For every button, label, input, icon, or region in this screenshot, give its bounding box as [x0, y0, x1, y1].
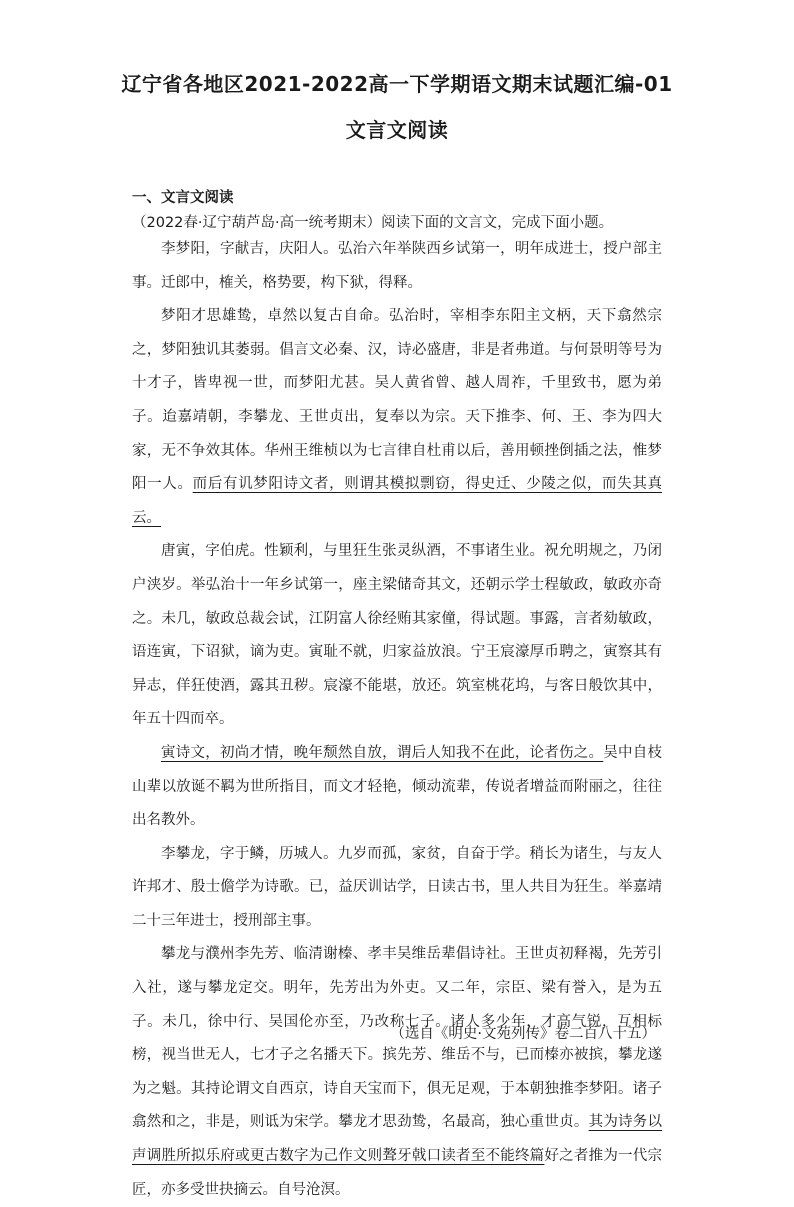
paragraph-text: 梦阳才思雄鸷，卓然以复古自命。弘治时，宰相李东阳主文柄，天下翕然宗之，梦阳独讥其萎弱。倡言文必秦、汉，诗必盛唐，非是者弗道。与何景明等号为十才子，皆卑视一世，而梦阳尤甚。吴人黄省曾、越人周祚，千里致书，愿为弟子。迨嘉靖朝，李攀龙、王世贞出，复奉以为宗。天下推李、何、王、李为四大家，无不争效其体。华州王维桢以为七言律自杜甫以后，善用顿挫倒插之法，惟梦阳一人。 — [132, 308, 662, 493]
paragraph-text: 好之者推为一代宗匠，亦多受世抉摘云。自号沧溟。 — [132, 1148, 663, 1198]
citation: （选自《明史·文苑列传》卷二百八十五） — [390, 1026, 656, 1042]
passage-body — [132, 233, 662, 1207]
document-title: 辽宁省各地区2021-2022高一下学期语文期末试题汇编-01 — [121, 72, 673, 96]
document-subtitle: 文言文阅读 — [345, 118, 449, 142]
passage-paragraph — [132, 233, 662, 300]
underlined-sentence: 寅诗文，初尚才情，晚年颓然自放，谓后人知我不在此，论者伤之。 — [161, 744, 604, 761]
underlined-sentence: 而后有讥梦阳诗文者，则谓其模拟剽窃，得史迁、少陵之似，而失其真云。 — [132, 476, 663, 526]
paragraph-text: 李梦阳，字献吉，庆阳人。弘治六年举陕西乡试第一，明年成进士，授户部主事。迁郎中，榷关，格势要，构下狱，得释。 — [132, 241, 662, 291]
source-note: （2022春·辽宁葫芦岛·高一统考期末）阅读下面的文言文，完成下面小题。 — [132, 215, 614, 231]
passage-paragraph — [132, 737, 662, 838]
paragraph-text: 吴中自枝山辈以放诞不羁为世所指目，而文才轻艳，倾动流辈，传说者增益而附丽之，往往出名教外。 — [132, 744, 663, 829]
paragraph-text: 攀龙与濮州李先芳、临清谢榛、孝丰吴维岳辈倡诗社。王世贞初释褐，先芳引入社，遂与攀龙定交。明年，先芳出为外吏。又二年，宗臣、梁有誉入，是为五子。未几，徐中行、吴国伦亦至，乃改称七子。诸人多少年，才高气锐，互相标榜，视当世无人，七才子之名播天下。摈先芳、维岳不与，已而榛亦被摈，攀龙遂为之魁。其持论谓文自西京，诗自天宝而下，俱无足观，于本朝独推李梦阳。诸子翕然和之，非是，则诋为宋学。攀龙才思劲鸷，名最高，独心重世贞。 — [132, 946, 662, 1131]
passage-paragraph — [132, 535, 662, 737]
paragraph-text: 李攀龙，字于鳞，历城人。九岁而孤，家贫，自奋于学。稍长为诸生，与友人许邦才、殷士儋学为诗歌。已，益厌训诂学，日读古书，里人共目为狂生。举嘉靖二十三年进士，授刑部主事。 — [132, 845, 662, 929]
passage-paragraph — [132, 838, 662, 939]
passage-paragraph — [132, 938, 662, 1207]
paragraph-text: 唐寅，字伯虎。性颖利，与里狂生张灵纵酒，不事诸生业。祝允明规之，乃闭户浃岁。举弘治十一年乡试第一，座主梁储奇其文，还朝示学士程敏政，敏政亦奇之。未几，敏政总裁会试，江阴富人徐经贿其家僮，得试题。事露，言者劾敏政，语连寅，下诏狱，谪为吏。寅耻不就，归家益放浪。宁王宸濠厚币聘之，寅察其有异志，佯狂使酒，露其丑秽。宸濠不能堪，放还。筑室桃花坞，与客日般饮其中，年五十四而卒。 — [132, 543, 662, 728]
passage-paragraph — [132, 300, 662, 535]
section-heading: 一、文言文阅读 — [132, 190, 234, 206]
underlined-sentence: 其为诗务以声调胜所拟乐府或更古数字为己作文则聱牙戟口读者至不能终篇 — [132, 1114, 663, 1165]
